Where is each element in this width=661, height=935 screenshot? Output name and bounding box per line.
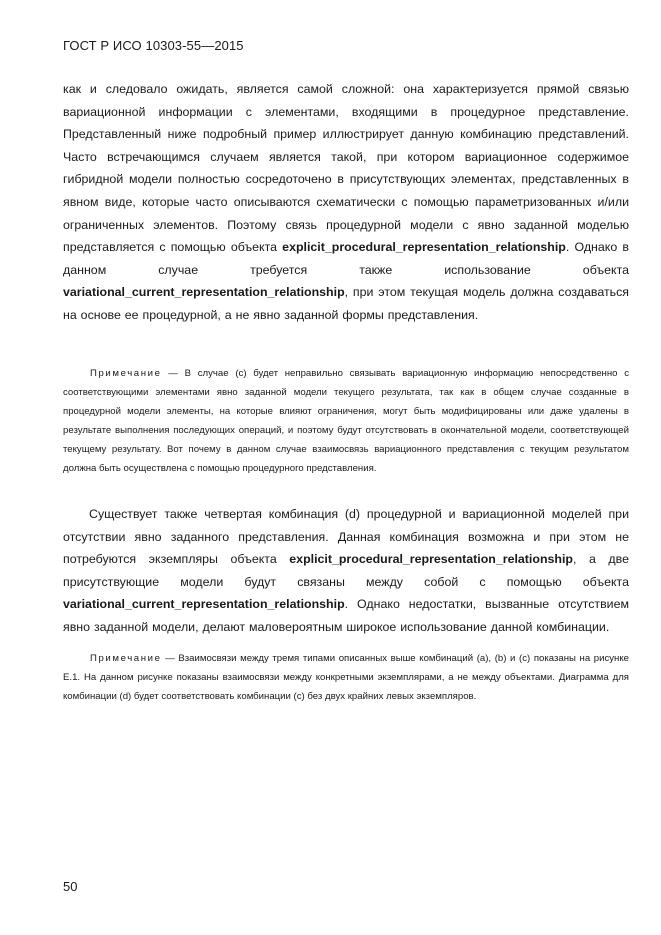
paragraph-1 bbox=[63, 78, 629, 327]
paragraph-2 bbox=[63, 503, 629, 639]
note-1-label: Примечание bbox=[90, 368, 162, 379]
note-2-label: Примечание bbox=[90, 653, 162, 664]
note-2 bbox=[63, 649, 629, 706]
paragraph-2-text-c: . Однако недостатки, вызванные отсутствием явно заданной модели, делают маловероятным широкое использование данной комбинации. bbox=[63, 597, 629, 634]
page-header: ГОСТ Р ИСО 10303-55—2015 bbox=[63, 38, 244, 53]
note-1-text: — В случае (с) будет неправильно связывать вариационную информацию непосредственно с соответствующими элементами явно заданной модели текущего результата, так как в общем случае созданные в процедурной модели элементы, на которые влияют ограничения, могут быть модифицированы или даже удалены в результате выполнения последующих операций, и поэтому будут отсутствовать в окончательной модели, соответствующей текущему результату. Вот почему в данном случае взаимосвязь вариационного представления с текущим результатом должна быть осуществлена с помощью процедурного представления. bbox=[63, 368, 629, 474]
note-1 bbox=[63, 364, 629, 478]
page-number: 50 bbox=[63, 879, 78, 894]
entity-explicit-procedural-1: explicit_procedural_representation_relationship bbox=[282, 240, 566, 255]
note-2-text: — Взаимосвязи между тремя типами описанных выше комбинаций (a), (b) и (c) показаны на рисунке Е.1. На данном рисунке показаны взаимосвязи между конкретными экземплярами, а не между объектами. Диаграмма для комбинации (d) будет соответствовать комбинации (с) без двух крайних левых экземпляров. bbox=[63, 653, 629, 702]
paragraph-1-text-a: как и следовало ожидать, является самой сложной: она характеризуется прямой связью вариационной информации с элементами, входящими в процедурное представление. Представленный ниже подробный пример иллюстрирует данную комбинацию представлений. Часто встречающимся случаем является такой, при котором вариационное содержимое гибридной модели полностью сосредоточено в присутствующих элементах, представленных в явном виде, которые часто описываются схематически с помощью параметризованных и/или ограниченных элементов. Поэтому связь процедурной модели с явно заданной моделью представляется с помощью объекта bbox=[63, 82, 629, 255]
paragraph-2-text-b: , а две присутствующие модели будут связаны между собой с помощью объекта bbox=[63, 552, 629, 589]
entity-explicit-procedural-2: explicit_procedural_representation_relationship bbox=[289, 552, 573, 567]
paragraph-1-text-c: , при этом текущая модель должна создаваться на основе ее процедурной, а не явно заданной формы представления. bbox=[63, 285, 629, 322]
entity-variational-current-1: variational_current_representation_relationship bbox=[63, 285, 345, 300]
paragraph-2-text-a: Существует также четвертая комбинация (d) процедурной и вариационной моделей при отсутствии явно заданного представления. Данная комбинация возможна и при этом не потребуются экземпляры объекта bbox=[63, 507, 629, 567]
entity-variational-current-2: variational_current_representation_relationship bbox=[63, 597, 345, 612]
paragraph-1-text-b: . Однако в данном случае требуется также использование объекта bbox=[63, 240, 629, 277]
